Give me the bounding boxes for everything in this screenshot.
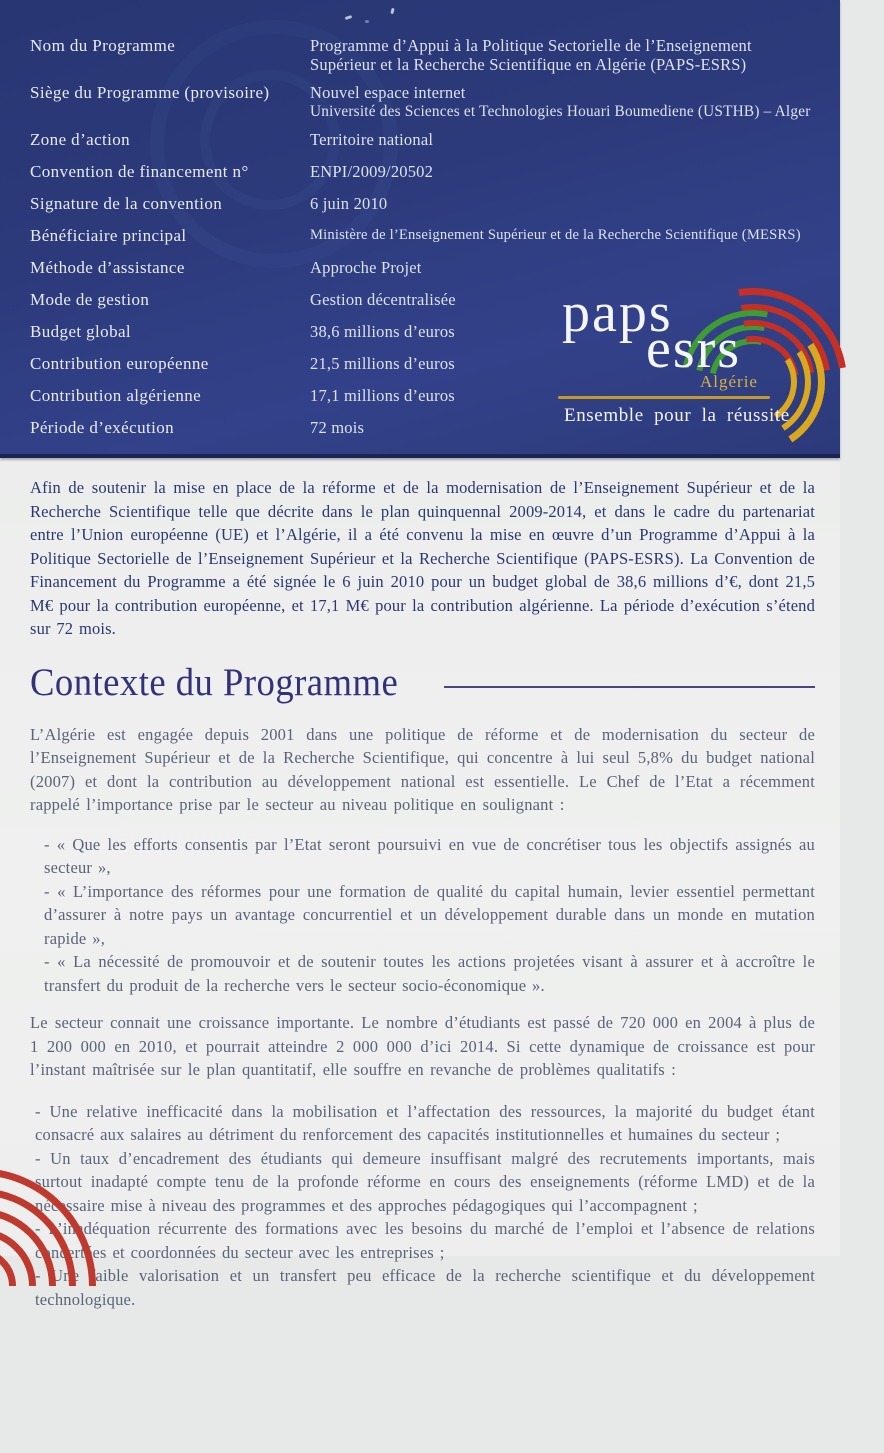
quote-item: - « La nécessité de promouvoir et de soutenir toutes les actions projetées visant à assurer et à accroître le transfert du produit de la recherche vers le secteur socio-économique ». (44, 952, 815, 995)
info-label: Signature de la convention (30, 194, 223, 213)
info-row-convention (0, 162, 840, 181)
info-value: Nouvel espace internet Université des Sciences et Technologies Houari Boumediene (USTHB) – Alger (310, 83, 811, 120)
document-body (0, 476, 840, 1311)
info-label: Contribution algérienne (30, 386, 202, 405)
info-value: 38,6 millions d’euros (310, 322, 455, 341)
info-label: Méthode d’assistance (30, 258, 185, 277)
heading-rule (444, 686, 815, 688)
info-row-methode (0, 258, 840, 277)
issue-item: - Une relative inefficacité dans la mobilisation et l’affectation des ressources, la majorité du budget étant consacré aux salaires au détriment du renforcement des capacités institutionnelles et humaines du secteur ; (35, 1101, 815, 1144)
info-row-siege (0, 83, 840, 121)
context-paragraph-1: L’Algérie est engagée depuis 2001 dans une politique de réforme et de modernisation du secteur de l’Enseignement Supérieur et de la Recherche Scientifique, qui concentre à lui seul 5,8% du budget national (2007) et dont la contribution au développement national est essentielle. Le Chef de l’Etat a récemment rappelé l’importance prise par le secteur au niveau politique en soulignant : (30, 724, 815, 814)
issue-item: - Une faible valorisation et un transfert peu efficace de la recherche scientifique et du développement technologique. (35, 1266, 815, 1309)
info-label: Mode de gestion (30, 290, 150, 309)
issues-list (35, 1100, 815, 1312)
info-row-beneficiaire (0, 226, 840, 245)
info-value: Approche Projet (310, 258, 422, 277)
info-value: Ministère de l’Enseignement Supérieur et de la Recherche Scientifique (MESRS) (310, 227, 801, 243)
logo-wordmark-esrs: esrs (646, 318, 742, 380)
info-label: Bénéficiaire principal (30, 226, 187, 245)
section-heading-row (30, 657, 815, 709)
info-value: 17,1 millions d’euros (310, 386, 455, 405)
context-paragraph-2: Le secteur connait une croissance importante. Le nombre d’étudiants est passé de 720 000 en 2004 à plus de 1 200 000 en 2010, et pourrait atteindre 2 000 000 d’ici 2014. Si cette dynamique de croissance est pour l’instant maîtrisée sur le plan quantitatif, elle souffre en revanche de problèmes qualitatifs : (30, 1013, 815, 1079)
info-value: Territoire national (310, 130, 434, 149)
program-info-panel (0, 0, 840, 458)
info-row-signature (0, 194, 840, 213)
info-label: Convention de financement n° (30, 162, 249, 181)
quote-item: - « Que les efforts consentis par l’Etat seront poursuivi en vue de concrétiser tous les objectifs assignés au secteur », (44, 834, 815, 877)
info-row-zone (0, 130, 840, 149)
info-label: Contribution européenne (30, 354, 209, 373)
info-label: Budget global (30, 322, 132, 341)
info-label: Période d’exécution (30, 418, 175, 437)
info-label: Siège du Programme (provisoire) (30, 83, 270, 102)
info-label: Nom du Programme (30, 36, 176, 55)
info-value: 6 juin 2010 (310, 194, 388, 213)
info-value: 72 mois (310, 418, 365, 437)
issue-item: - L’inadéquation récurrente des formations avec les besoins du marché de l’emploi et l’absence de relations concertées et coordonnées du secteur avec les entreprises ; (35, 1219, 815, 1262)
logo-tagline: Ensemble pour la réussite (564, 405, 790, 426)
info-value: 21,5 millions d’euros (310, 354, 455, 373)
quote-item: - « L’importance des réformes pour une formation de qualité du capital humain, levier essentiel permettant d’assurer à notre pays un avantage concurrentiel et un développement durable dans un monde en mutation rapide », (44, 881, 815, 948)
quotes-list (44, 833, 815, 998)
logo-wordmark-paps: paps (562, 282, 673, 344)
logo-gold-rule (558, 396, 770, 399)
info-value: Gestion décentralisée (310, 290, 456, 309)
info-value: ENPI/2009/20502 (310, 162, 434, 181)
logo-region-label: Algérie (700, 372, 758, 391)
issue-item: - Un taux d’encadrement des étudiants qui demeure insuffisant malgré des recrutements importants, mais surtout inadapté compte tenu de la profonde réforme en cours des enseignements (réforme LMD) et de la nécessaire mise à niveau des programmes et des approches pédagogiques qui l’accompagnent ; (35, 1148, 815, 1215)
info-row-nom (0, 36, 840, 74)
info-value: Programme d’Appui à la Politique Sectorielle de l’Enseignement Supérieur et la Recherche Scientifique en Algérie (PAPS-ESRS) (310, 36, 752, 74)
section-title: Contexte du Programme (30, 661, 399, 704)
info-label: Zone d’action (30, 130, 131, 149)
intro-paragraph: Afin de soutenir la mise en place de la réforme et de la modernisation de l’Enseignement Supérieur et de la Recherche Scientifique telle que décrite dans le plan quinquennal 2009-2014, et dans le cadre du partenariat entre l’Union européenne (UE) et l’Algérie, il a été convenu la mise en œuvre d’un Programme d’Appui à la Politique Sectorielle de l’Enseignement Supérieur et la Recherche Scientifique (PAPS-ESRS). La Convention de Financement du Programme a été signée le 6 juin 2010 pour un budget global de 38,6 millions d’€, dont 21,5 M€ pour la contribution européenne, et 17,1 M€ pour la contribution algérienne. La période d’exécution s’étend sur 72 mois. (30, 478, 815, 638)
